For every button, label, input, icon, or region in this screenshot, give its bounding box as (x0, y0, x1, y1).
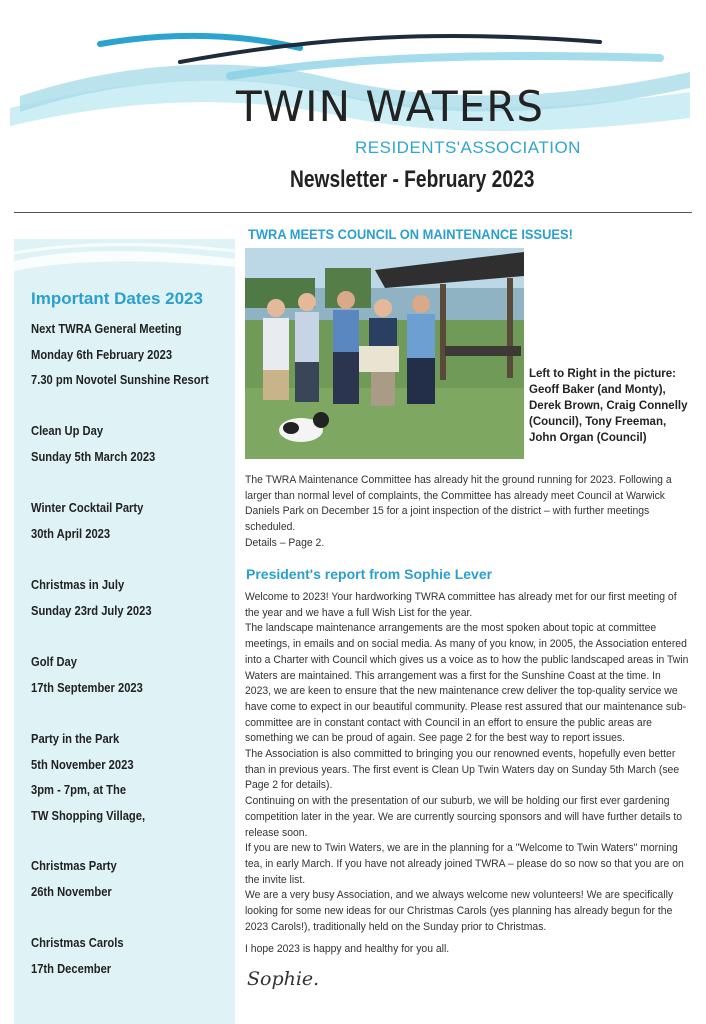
date-line: 26th November (31, 884, 112, 899)
date-line: Winter Cocktail Party (31, 500, 144, 515)
date-line: Sunday 5th March 2023 (31, 449, 156, 464)
sidebar-wave (14, 239, 235, 279)
newsletter-title: Newsletter - February 2023 (290, 166, 535, 193)
article-details: Details – Page 2. (245, 536, 325, 549)
date-line: Clean Up Day (31, 423, 104, 438)
masthead (0, 0, 706, 200)
date-line: Sunday 23rd July 2023 (31, 603, 152, 618)
caption-line: John Organ (Council) (529, 432, 647, 444)
article-paragraph: The TWRA Maintenance Committee has already hit the ground running for 2023. Following a larger than normal level of complaints, the Committee has already meet Council at Warwick Daniels Park on December 15 for a joint inspection of the district – with further meetings scheduled. (245, 474, 672, 534)
date-line: Monday 6th February 2023 (31, 347, 173, 362)
date-line: Party in the Park (31, 731, 120, 746)
logo-subtitle: RESIDENTS'ASSOCIATION (355, 138, 581, 157)
date-line: 7.30 pm Novotel Sunshine Resort (31, 372, 209, 387)
caption-line: Geoff Baker (and Monty), (529, 384, 666, 396)
report-closing: I hope 2023 is happy and healthy for you all. (245, 943, 450, 956)
date-line: Christmas Party (31, 858, 117, 873)
president-report-text (245, 590, 690, 958)
date-line: 5th November 2023 (31, 757, 134, 772)
report-paragraph: If you are new to Twin Waters, we are in the planning for a "Welcome to Twin Waters" morning tea, in early March. If you have not already joined TWRA – please do so now so that you are on the invite list. (245, 842, 684, 886)
header-divider (14, 212, 692, 213)
date-line: 3pm - 7pm, at The (31, 782, 127, 797)
logo-wordmark: TWIN WATERS (236, 82, 545, 131)
caption-line: (Council), Tony Freeman, (529, 416, 667, 428)
report-paragraph: The Association is also committed to bringing you our renowned events, hopefully even better than in previous years. The first event is Clean Up Twin Waters day on Sunday 5th March (see Page 2 for details). (245, 748, 680, 792)
report-paragraph: Continuing on with the presentation of our suburb, we will be holding our first ever gardening competition later in the year. We are currently sourcing sponsors and will have further details to release soon. (245, 795, 683, 839)
maintenance-article-text (245, 473, 697, 552)
date-line: 30th April 2023 (31, 526, 111, 541)
date-line: Christmas in July (31, 577, 125, 592)
report-paragraph: Welcome to 2023! Your hardworking TWRA committee has already met for our first meeting of the year and we have a full Wish List for the year. (245, 591, 677, 619)
council-meeting-photo (245, 248, 524, 459)
date-line: Next TWRA General Meeting (31, 321, 182, 336)
date-line: Christmas Carols (31, 935, 124, 950)
important-dates-sidebar (14, 239, 235, 1024)
signature: Sophie. (247, 968, 320, 990)
photo-caption (529, 366, 687, 446)
date-line: 17th September 2023 (31, 680, 143, 695)
article-heading: TWRA MEETS COUNCIL ON MAINTENANCE ISSUES! (248, 226, 573, 242)
president-report-heading: President's report from Sophie Lever (246, 566, 493, 582)
date-line: TW Shopping Village, (31, 808, 146, 823)
caption-line: Left to Right in the picture: (529, 368, 676, 380)
report-paragraph: The landscape maintenance arrangements are the most spoken about topic at committee meetings, in emails and on social media. As many of you know, in 2005, the Association entered into a Charter with Council which gives us a voice as to how the public landscaped areas in Twin Waters are maintained. This arrangement was a first for the Sunshine Coast at the time. In 2023, we are keen to ensure that the new maintenance crew deliver the top-quality service we have come to expect in our beautiful community. Please rest assured that our maintenance sub-committee are in constant contact with Council in an effort to ensure the public areas are something we can be proud of again. See page 2 for the best way to report issues. (245, 622, 689, 745)
date-line: 17th December (31, 961, 112, 976)
photo-illustration (245, 248, 524, 459)
report-paragraph: We are a very busy Association, and we always welcome new volunteers! We are specifically looking for some new ideas for our Christmas Carols (yes planning has already begun for the 2023 Carols!), traditionally held on the Sunday prior to Christmas. (245, 889, 674, 933)
important-dates-heading: Important Dates 2023 (31, 289, 203, 308)
caption-line: Derek Brown, Craig Connelly (529, 400, 688, 412)
date-line: Golf Day (31, 654, 77, 669)
